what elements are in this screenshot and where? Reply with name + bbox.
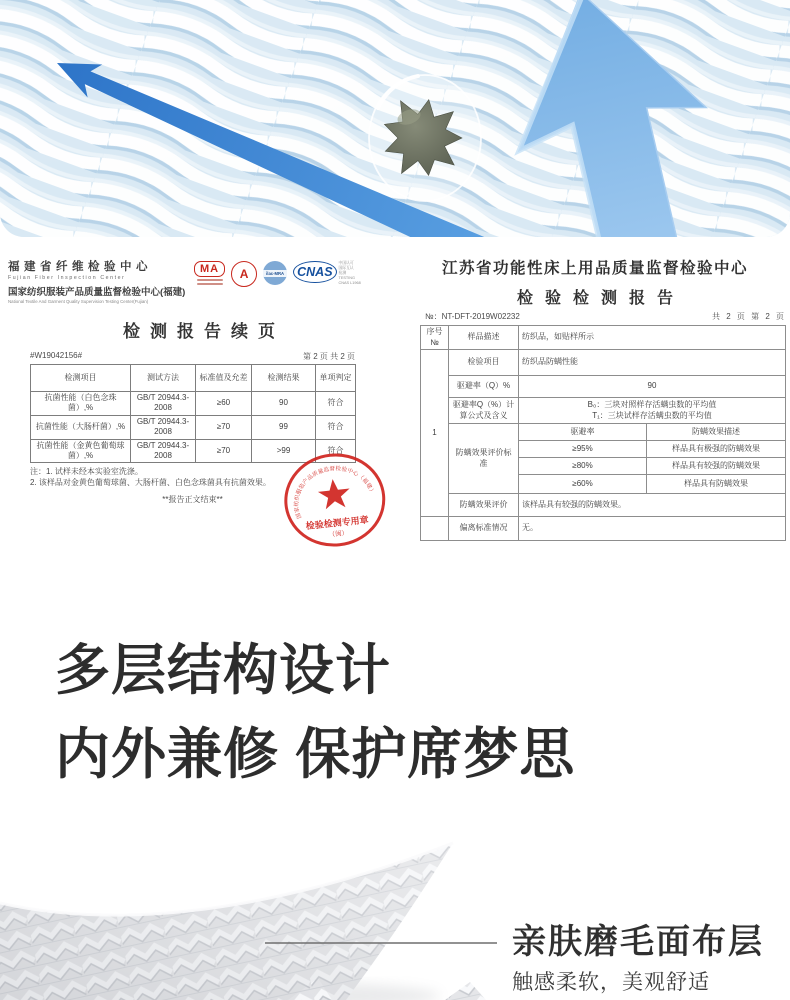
table-row: 序号 № 样品描述 纺织品，如贴样所示 [421, 326, 786, 350]
hero-svg [0, 0, 790, 237]
table-row: 抗菌性能（白色念珠菌）,% GB/T 20944.3-2008 ≥60 90 符合 [31, 392, 356, 416]
table-row: ≥60% 样品具有防螨效果 [421, 475, 786, 494]
table-row: ≥95% 样品具有极强的防螨效果 [421, 441, 786, 458]
fabric-fragment [445, 982, 486, 1000]
left-certificate-header [8, 258, 390, 304]
layer-callout-desc: 触感柔软，美观舒适 [512, 971, 710, 994]
right-certificate [400, 256, 790, 541]
inspection-seal [275, 445, 395, 560]
org2-name-cn: 国家纺织服装产品质量监督检验中心(福建) [8, 287, 186, 298]
brushed-fabric-layer [0, 843, 453, 1000]
org-name-en: Fujian Fiber Inspection Center [8, 275, 126, 281]
right-report-page-info: 共 2 页 第 2 页 [711, 312, 786, 321]
table-row: 抗菌性能（金黄色葡萄球菌）,% GB/T 20944.3-2008 ≥70 >99 符合 [31, 439, 356, 463]
right-report-title: 江苏省功能性床上用品质量监督检验中心 [441, 260, 748, 277]
ilac-mra-logo-icon: ilac-MRA [263, 261, 287, 285]
left-report-end-note: **报告正文结束** [162, 495, 223, 505]
seal-arc-text: 国家纺织服装产品质量监督检验中心（福建） [294, 466, 375, 520]
left-report-notes: 注：1. 试样未经本实验室洗涤。 2. 该样品对金黄色葡萄球菌、大肠杆菌、白色念珠菌具有抗菌效果。 [30, 467, 271, 487]
org-names [8, 258, 188, 304]
table-row: 驱避率Q（%）计算公式及含义 B₀：三块对照样存活螨虫数的平均值 T₁：三块试样存活螨虫数的平均值 [421, 398, 786, 424]
cma-logo-icon: MA [194, 261, 225, 285]
cal-logo-icon: A [231, 261, 257, 287]
headline-line2: 内外兼修 保护席梦思 [55, 723, 576, 785]
serial-number-cell: 1 [421, 350, 449, 517]
right-report-table [420, 325, 786, 541]
table-header-row: 检测项目 测试方法 标准值及允差 检测结果 单项判定 [31, 365, 356, 392]
table-row: 防螨效果评价标准 驱避率 防螨效果描述 [421, 424, 786, 441]
left-certificate [8, 258, 390, 539]
right-report-number: №：NT-DFT-2019W02232 [425, 312, 520, 321]
org2-name-en: National Textile And Garment Quality Supervision Testing Center(Fujian) [8, 299, 149, 304]
org-name-cn: 福建省纤维检验中心 [8, 261, 152, 273]
right-report-subtitle: 检验检测报告 [516, 290, 685, 307]
left-report-page-info: 第 2 页 共 2 页 [302, 352, 355, 361]
left-report-number: #W19042156# [30, 351, 83, 360]
left-report-meta [30, 351, 355, 362]
seal-star-icon [317, 477, 352, 509]
seal-bottom-text: （闽） [328, 529, 349, 539]
hero-anti-mite-illustration [0, 0, 790, 237]
table-row: 1 检验项目 纺织品防螨性能 [421, 350, 786, 376]
table-row: ≥80% 样品具有较强的防螨效果 [421, 458, 786, 475]
left-report-table [30, 364, 356, 463]
table-row: 抗菌性能（大肠杆菌）,% GB/T 20944.3-2008 ≥70 99 符合 [31, 415, 356, 439]
right-report-meta [425, 311, 786, 322]
layer-callout-title: 亲肤磨毛面布层 [512, 923, 764, 961]
table-row: 偏离标准情况 无。 [421, 517, 786, 541]
left-report-title: 检测报告续页 [123, 322, 285, 341]
table-row: 驱避率（Q）% 90 [421, 376, 786, 398]
accreditation-logos [194, 261, 361, 287]
table-row: 防螨效果评价 该样品具有较强的防螨效果。 [421, 494, 786, 517]
seal-center-text: 检验检测专用章 [305, 514, 370, 532]
cnas-logo-icon: CNAS 中国认可 国际互认 检测 TESTING CNAS L1968 [293, 261, 361, 285]
headline-line1: 多层结构设计 [55, 639, 392, 701]
